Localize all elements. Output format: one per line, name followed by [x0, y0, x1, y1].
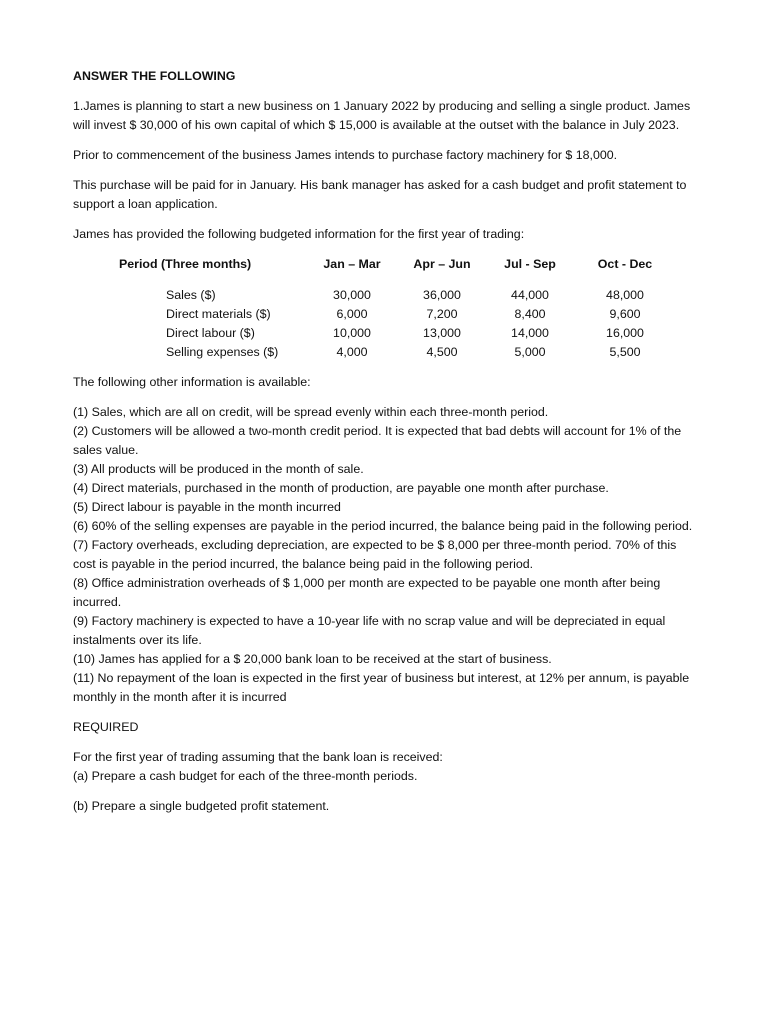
period-header-q2: Apr – Jun [413, 257, 471, 271]
required-item-b: (b) Prepare a single budgeted profit statement. [73, 799, 330, 813]
required-title: REQUIRED [73, 720, 139, 734]
list-item: (2) Customers will be allowed a two-month credit period. It is expected that bad debts will account for 1% of the sales value. [73, 424, 682, 457]
period-header-q3: Jul - Sep [504, 257, 556, 271]
list-item: (5) Direct labour is payable in the month incurred [73, 500, 341, 514]
table-body [73, 286, 698, 362]
cell-value: 6,000 [336, 307, 368, 321]
cell-value: 8,400 [514, 307, 546, 321]
cell-value: 7,200 [426, 307, 458, 321]
period-header-q1: Jan – Mar [323, 257, 381, 271]
table-header-row [73, 255, 698, 274]
period-header-label: Period (Three months) [119, 257, 252, 271]
list-item: (8) Office administration overheads of $ 1,000 per month are expected to be payable one month after being incurred. [73, 576, 661, 609]
list-item: (10) James has applied for a $ 20,000 bank loan to be received at the start of business. [73, 652, 552, 666]
intro-paragraph-3: This purchase will be paid for in January. His bank manager has asked for a cash budget and profit statement to support a loan application. [73, 178, 687, 211]
list-item: (6) 60% of the selling expenses are payable in the period incurred, the balance being paid in the following period. [73, 519, 693, 533]
list-item: (4) Direct materials, purchased in the month of production, are payable one month after purchase. [73, 481, 609, 495]
table-row [73, 305, 698, 324]
required-section [73, 748, 698, 786]
cell-value: 5,500 [609, 345, 641, 359]
cell-value: 13,000 [423, 326, 461, 340]
cell-value: 44,000 [511, 288, 549, 302]
intro-paragraph-1: 1.James is planning to start a new business on 1 January 2022 by producing and selling a single product. James will invest $ 30,000 of his own capital of which $ 15,000 is available at the outset with the balance in July 2023. [73, 99, 691, 132]
cell-value: 4,500 [426, 345, 458, 359]
row-label: Direct materials ($) [166, 307, 271, 321]
list-item: (11) No repayment of the loan is expected in the first year of business but interest, at 12% per annum, is payable monthly in the month after it is incurred [73, 671, 690, 704]
cell-value: 5,000 [514, 345, 546, 359]
row-label: Selling expenses ($) [166, 345, 279, 359]
list-item: (7) Factory overheads, excluding depreciation, are expected to be $ 8,000 per three-month period. 70% of this cost is payable in the period incurred, the balance being paid in the following period. [73, 538, 677, 571]
table-row [73, 286, 698, 305]
cell-value: 30,000 [333, 288, 371, 302]
row-label: Sales ($) [166, 288, 216, 302]
table-row [73, 343, 698, 362]
required-intro: For the first year of trading assuming that the bank loan is received: [73, 750, 443, 764]
other-info-title: The following other information is available: [73, 375, 311, 389]
cell-value: 36,000 [423, 288, 461, 302]
list-item: (1) Sales, which are all on credit, will be spread evenly within each three-month period. [73, 405, 549, 419]
list-item: (9) Factory machinery is expected to have a 10-year life with no scrap value and will be depreciated in equal instalments over its life. [73, 614, 666, 647]
document-heading: ANSWER THE FOLLOWING [73, 69, 236, 83]
other-info-list [73, 403, 698, 707]
intro-paragraph-2: Prior to commencement of the business James intends to purchase factory machinery for $ 18,000. [73, 148, 618, 162]
document-content [73, 67, 698, 816]
row-label: Direct labour ($) [166, 326, 255, 340]
table-row [73, 324, 698, 343]
period-header-q4: Oct - Dec [597, 257, 653, 271]
cell-value: 9,600 [609, 307, 641, 321]
list-item: (3) All products will be produced in the month of sale. [73, 462, 364, 476]
budget-table [73, 255, 698, 362]
cell-value: 14,000 [511, 326, 549, 340]
cell-value: 10,000 [333, 326, 371, 340]
cell-value: 48,000 [606, 288, 644, 302]
cell-value: 4,000 [336, 345, 368, 359]
intro-paragraph-4: James has provided the following budgeted information for the first year of trading: [73, 227, 525, 241]
cell-value: 16,000 [606, 326, 644, 340]
required-item-a: (a) Prepare a cash budget for each of the three-month periods. [73, 769, 418, 783]
